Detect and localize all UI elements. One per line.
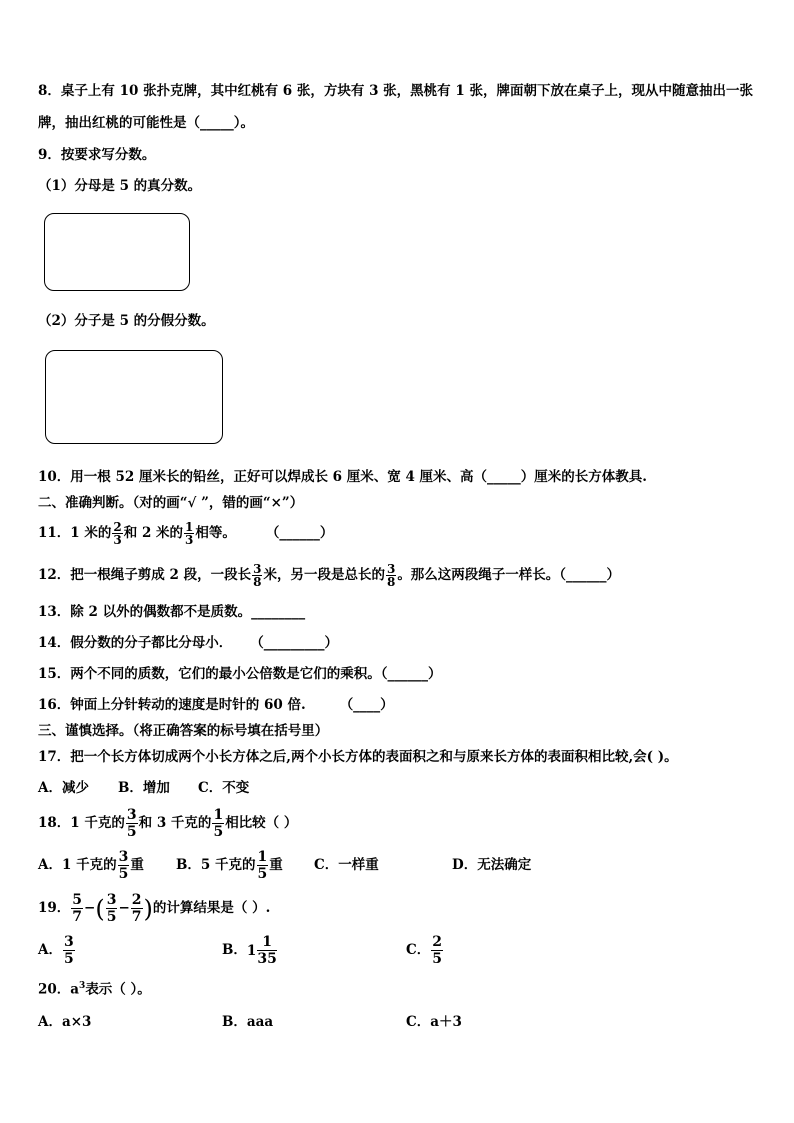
q17: 17．把一个长方体切成两个小长方体之后,两个小长方体的表面积之和与原来长方体的表面积相比较,会( )。	[38, 749, 678, 765]
q18-option-a[interactable]: A．1 千克的 $\frac{3}{5}$ 重	[38, 849, 144, 882]
q9-part1: （1）分母是 5 的真分数。	[38, 178, 202, 194]
q19-option-a[interactable]: A． $\frac{3}{5}$	[38, 934, 74, 967]
fraction: $\frac{1}{5}$	[213, 807, 224, 840]
q18-option-b[interactable]: B．5 千克的 $\frac{1}{5}$ 重	[176, 849, 283, 882]
section2-heading: 二、准确判断。（对的画“√ ”，错的画“×”）	[38, 495, 304, 511]
q8-line2: 牌，抽出红桃的可能性是（_____）。	[38, 115, 254, 131]
q19-option-c[interactable]: C． $\frac{2}{5}$	[406, 934, 442, 967]
fraction: $\frac{1}{3}$	[185, 520, 194, 547]
q20-option-a[interactable]: A．a×3	[38, 1014, 92, 1030]
q13: 13．除 2 以外的偶数都不是质数。________	[38, 604, 306, 620]
q17-option-a[interactable]: A．减少	[38, 780, 89, 796]
q17-option-c[interactable]: C．不变	[198, 780, 250, 796]
fraction: $\frac{5}{7}$	[72, 892, 83, 925]
q17-option-b[interactable]: B．增加	[118, 780, 170, 796]
fraction: $\frac{3}{5}$	[118, 849, 129, 882]
q16-blank[interactable]: （____）	[339, 697, 394, 713]
q20-option-b[interactable]: B．aaa	[222, 1014, 274, 1030]
fraction: $\frac{1}{35}$	[257, 934, 277, 967]
q12-mid: 米，另一段是总长的	[263, 567, 385, 583]
q9-title: 9．按要求写分数。	[38, 147, 156, 163]
q11-blank[interactable]: （______）	[265, 525, 334, 541]
q20-option-c[interactable]: C．a＋3	[406, 1014, 462, 1030]
fraction: $\frac{1}{5}$	[257, 849, 268, 882]
fraction: $\frac{3}{5}$	[126, 807, 137, 840]
q16: 16．钟面上分针转动的速度是时针的 60 倍. （____）	[38, 697, 394, 713]
section3-heading: 三、谨慎选择。（将正确答案的标号填在括号里）	[38, 723, 329, 739]
q11-mid: 和 2 米的	[123, 525, 184, 541]
q15: 15．两个不同的质数，它们的最小公倍数是它们的乘积。（______）	[38, 666, 442, 682]
q11	[38, 519, 333, 547]
fraction: $\frac{2}{7}$	[131, 892, 142, 925]
fraction: $\frac{2}{3}$	[113, 520, 122, 547]
answer-box-2[interactable]	[45, 350, 223, 444]
q18: 18．1 千克的 $\frac{3}{5}$ 和 3 千克的 $\frac{1}{5}$ 相比较（ ）	[38, 807, 298, 840]
q12-pre: 12．把一根绳子剪成 2 段，一段长	[38, 567, 252, 583]
q19: 19． $\frac{5}{7}$ −( $\frac{3}{5}$ − $\frac{2}{7}$ )的计算结果是（ ）.	[38, 892, 271, 925]
q14-blank[interactable]: （_________）	[250, 635, 339, 651]
q14: 14．假分数的分子都比分母小． （_________）	[38, 635, 339, 651]
q8-line1: 8．桌子上有 10 张扑克牌，其中红桃有 6 张，方块有 3 张，黑桃有 1 张，牌面朝下放在桌子上，现从中随意抽出一张	[38, 83, 753, 99]
fraction: $\frac{3}{5}$	[63, 934, 74, 967]
fraction: $\frac{3}{8}$	[386, 562, 396, 589]
answer-box-1[interactable]	[44, 213, 190, 291]
fraction: $\frac{2}{5}$	[432, 934, 442, 967]
fraction: $\frac{3}{5}$	[106, 892, 117, 925]
q19-option-b[interactable]: B．1 $\frac{1}{35}$	[222, 934, 277, 967]
q10: 10．用一根 52 厘米长的铅丝，正好可以焊成长 6 厘米、宽 4 厘米、高（_____）厘米的长方体教具.	[38, 469, 648, 485]
q18-option-d[interactable]: D．无法确定	[452, 857, 532, 873]
q20: 20．$a^3$表示（ ）。	[38, 981, 151, 998]
fraction: $\frac{3}{8}$	[253, 562, 262, 589]
q12	[38, 561, 620, 589]
q9-part2: （2）分子是 5 的分假分数。	[38, 313, 215, 329]
q12-post: 。那么这两段绳子一样长。（______）	[397, 567, 621, 583]
q11-post: 相等。	[195, 525, 236, 541]
q11-pre: 11．1 米的	[38, 525, 112, 541]
q18-option-c[interactable]: C．一样重	[314, 857, 379, 873]
